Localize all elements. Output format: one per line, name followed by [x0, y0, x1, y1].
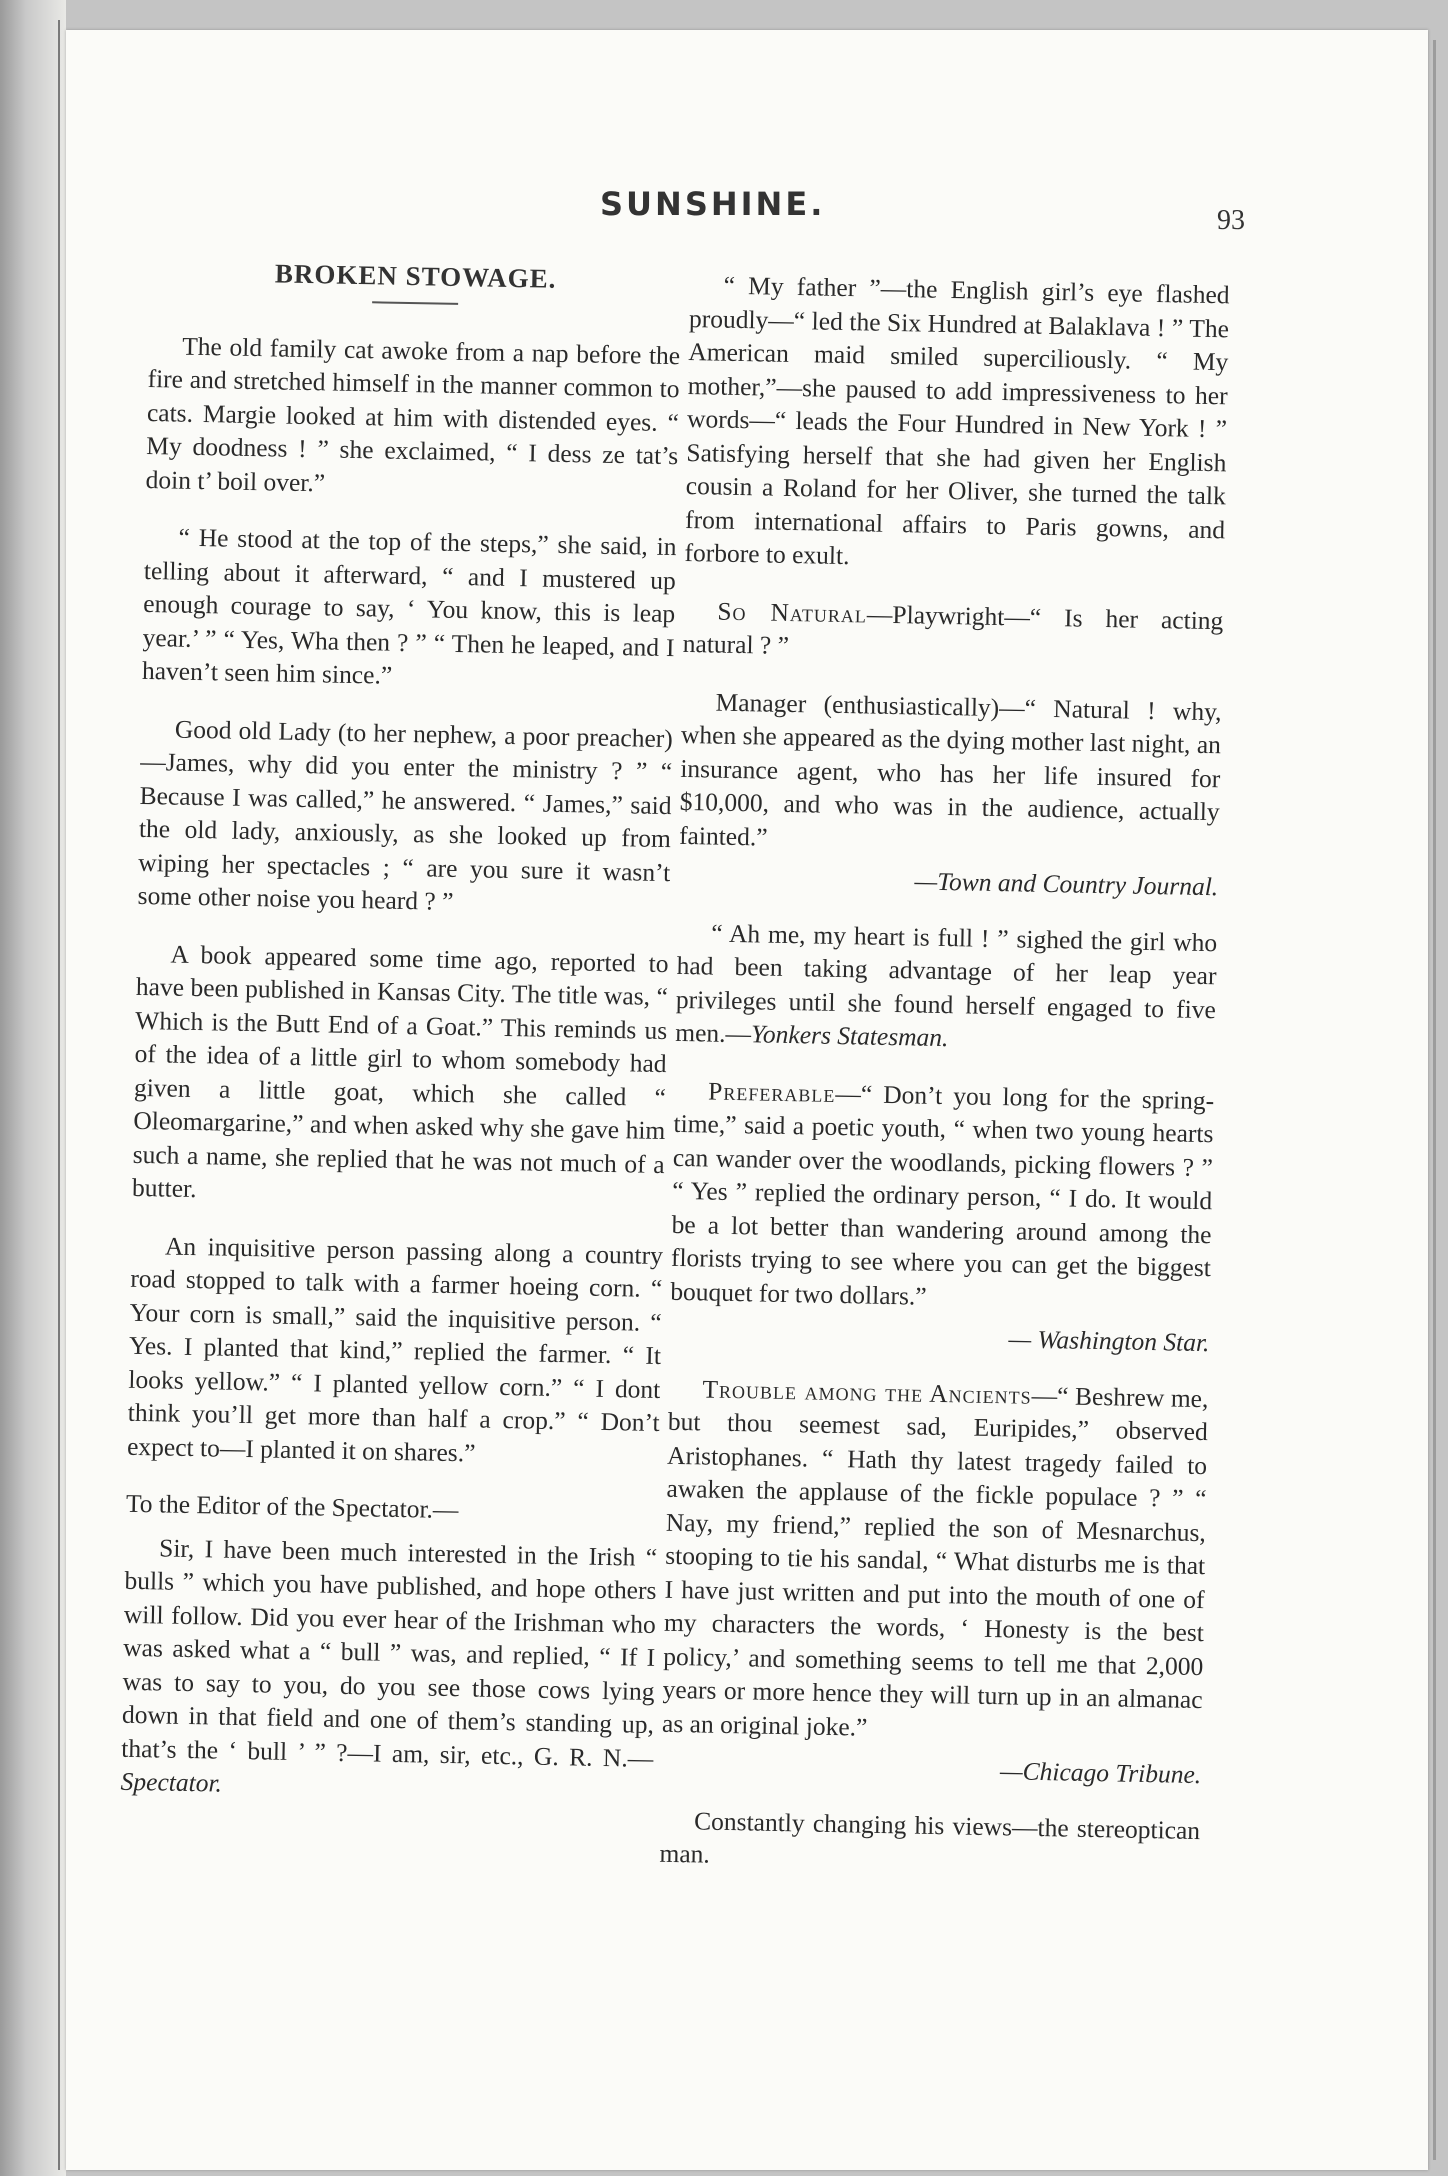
paragraph-cat: The old family cat awoke from a nap before the fire and stretched himself in the manner common to cats. Margie looked at him with distended eyes. “ My doodness ! ” she exclaimed, “ I dess ze tat’s doin t’ boil over.” — [145, 331, 681, 497]
credit-yonkers: Yonkers Statesman. — [750, 1019, 949, 1053]
right-column — [659, 268, 1230, 1905]
letter-salutation: To the Editor of the Spectator.— — [125, 1488, 459, 1525]
credit-chicago-tribune: —Chicago Tribune. — [999, 1756, 1202, 1790]
preferable-lead: Preferable — [707, 1076, 836, 1108]
paragraph-ministry: Good old Lady (to her nephew, a poor preacher)—James, why did you enter the ministry ? ” “ Because I was called,” he answered. “ James,” said the old lady, anxiously, as she looked up from wiping her spectacles ; “ are you sure it wasn’t some other noise you heard ? ” — [137, 714, 674, 916]
so-natural-text: —Playwright—“ Is her acting natural ? ” — [682, 598, 1224, 660]
ancients-lead: Trouble among the Ancients — [702, 1373, 1032, 1410]
page-header — [0, 185, 1448, 245]
paragraph-so-natural — [682, 593, 1223, 670]
page-edge-line — [1433, 40, 1436, 2160]
section-heading: BROKEN STOWAGE. — [274, 258, 557, 294]
credit-town-country: —Town and Country Journal. — [914, 866, 1219, 902]
paragraph-preferable — [670, 1073, 1214, 1318]
page-number: 93 — [1217, 205, 1245, 236]
credit-washington-star: — Washington Star. — [1008, 1324, 1210, 1358]
book-gutter — [0, 0, 66, 2176]
running-title: SUNSHINE. — [600, 185, 826, 223]
paragraph-goat: A book appeared some time ago, reported to have been published in Kansas City. The title was, “ Which is the Butt End of a Goat.” This reminds us of the idea of a little girl to whom somebody had given a little goat, which she called “ Oleomargarine,” and when asked why she gave him such a name, she replied that he was not much of a butter. — [131, 939, 669, 1204]
paragraph-manager: Manager (enthusiastically)—“ Natural ! why, when she appeared as the dying mother last night, an insurance agent, who has her life insured for $10,000, and who was in the audience, actually fainted.” — [678, 687, 1222, 852]
paragraph-six-hundred: “ My father ”—the English girl’s eye flashed proudly—“ led the Six Hundred at Balaklava ! ” The American maid smiled superciliously. “ My mother,”—she paused to add impressiveness to her words—“ leads the Four Hundred in New York ! ” Satisfying herself that she had given her English cousin a Roland for her Oliver, she turned the talk from international affairs to Paris gowns, and forbore to exult. — [684, 270, 1230, 571]
letter-credit: Spectator. — [120, 1766, 223, 1798]
letter-body — [120, 1530, 657, 1808]
paragraph-heart-full — [675, 915, 1217, 1059]
paragraph-corn: An inquisitive person passing along a country road stopped to talk with a farmer hoeing corn. “ Your corn is small,” said the inquisitive person. “ Yes. I planted that kind,” replied the farmer. “ It looks yellow.” “ I planted yellow corn.” “ I dont think you’ll get more than half a crop.” “ Don’t expect to—I planted it on shares.” — [126, 1230, 664, 1467]
paragraph-stereoptican: Constantly changing his views—the stereoptican man. — [659, 1805, 1201, 1869]
so-natural-lead: So Natural — [717, 596, 868, 628]
preferable-text: —“ Don’t you long for the spring-time,” said a poetic youth, “ when two young hearts can wander over the woodlands, picking flowers ? ” “ Yes ” replied the ordinary person, “ I do. It would be a lot better than wandering around among the florists trying to see where you can get the biggest bouquet for two dollars.” — [670, 1078, 1215, 1311]
heart-full-text: “ Ah me, my heart is full ! ” sighed the girl who had been taking advantage of her leap year privileges until she found herself engaged to five men.— — [675, 918, 1218, 1049]
ancients-text: —“ Beshrew me, but thou seemest sad, Euripides,” observed Aristophanes. “ Hath thy latest tragedy failed to awaken the applause of the fickle populace ? ” “ Nay, my friend,” replied the son of Mesnarchus, stooping to tie his sandal, “ What disturbs me is that I have just written and put into the mouth of one of my characters the words, ‘ Honesty is the best policy,’ and something seems to tell me that 2,000 years or more hence they will turn up in an almanac as an original joke.” — [661, 1380, 1209, 1742]
letter-body-text: Sir, I have been much interested in the Irish “ bulls ” which you have published, and hope others will follow. Did you ever hear of the Irishman who was asked what a “ bull ” was, and replied, “ If I was to say to you, do you see those cows lying down in that field and one of them’s standing up, that’s the ‘ bull ’ ” ?—I am, sir, etc., G. R. N.— — [121, 1532, 658, 1773]
paragraph-ancients — [662, 1371, 1209, 1750]
paragraph-leap-year: “ He stood at the top of the steps,” she said, in telling about it afterward, “ and I mustered up enough courage to say, ‘ You know, this is leap year.’ ” “ Yes, Wha then ? ” “ Then he leaped, and I haven’t seen him since.” — [141, 522, 677, 690]
heading-rule — [372, 301, 458, 305]
gutter-line — [58, 20, 60, 2170]
left-column — [120, 255, 682, 1832]
